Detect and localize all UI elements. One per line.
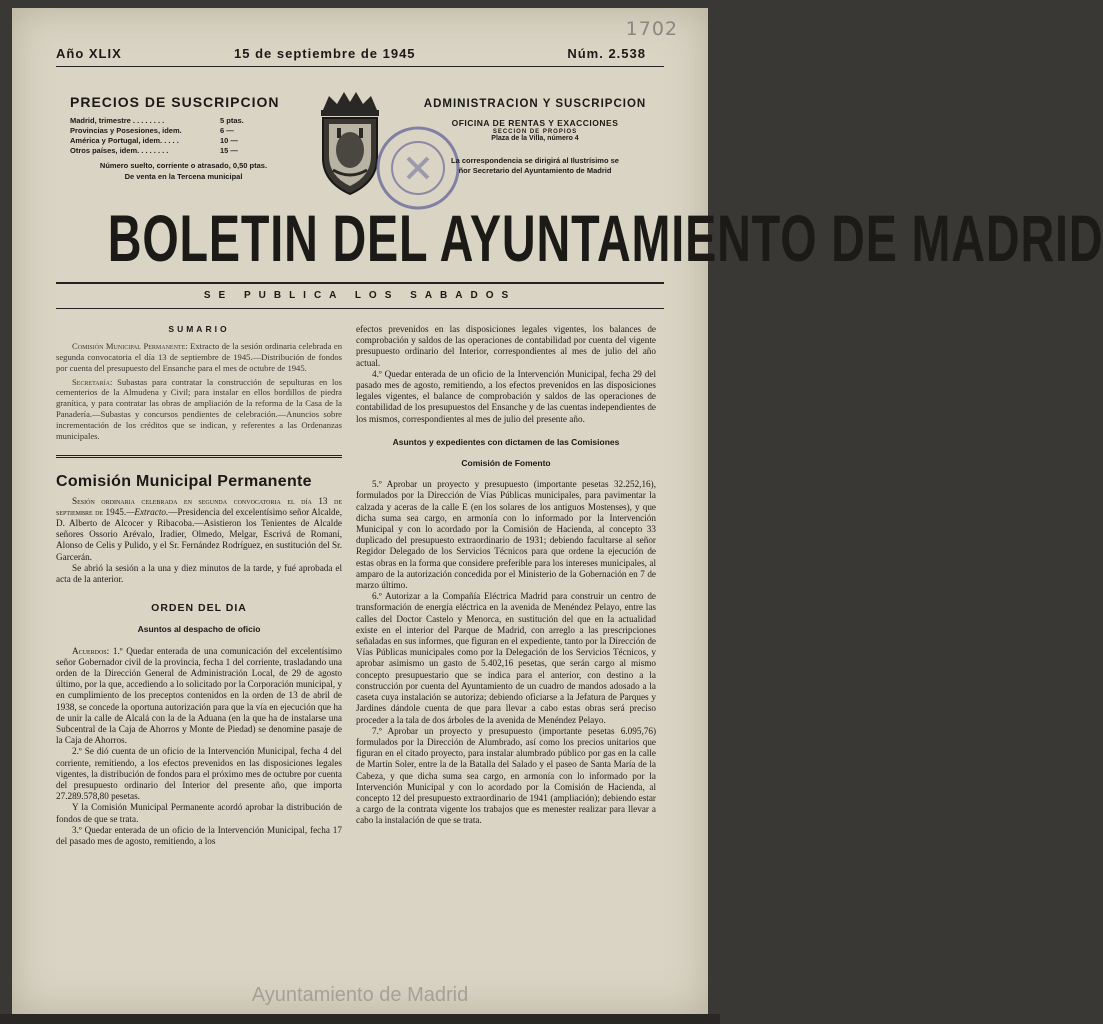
item-1: 1.º Quedar enterada de una comunicación del excelentísimo señor Gobernador civil de la provincia, fecha 1 del corriente, trasladando una orden de la Dirección General de Administración Local, de 29 de agosto último, por la que, accediendo a lo solicitado por la Corporación municipal, y en cumplimiento de los preceptos contenidos en la orden de 13 de abril de 1938, se concede la oportuna autorización para que la vía en ejecución que ha de unir la calle de Alcalá con la de la Aduana (en la que ha de instalarse una Subcentral de la Caja de Ahorros y Monte de Piedad) se denomine pasaje de la Caja de Ahorros. bbox=[56, 645, 343, 746]
order-title: ORDEN DEL DIA bbox=[151, 602, 247, 615]
admin-address: Plaza de la Villa, número 4 bbox=[491, 135, 579, 142]
summary-label-2: Secretaría: bbox=[72, 376, 113, 387]
published-note: SE PUBLICA LOS SABADOS bbox=[203, 290, 517, 301]
summary-rule bbox=[56, 455, 342, 458]
issue-date: 15 de septiembre de 1945 bbox=[234, 46, 416, 61]
session-presidency: —Presidencia del excelentísimo señor Alcalde, D. Alberto de Alcocer y Ribacoba.—Asistieron los Tenientes de Alcalde señores Ossorio Arévalo, Iradier, Olmedo, Melgar, Escrivá de Romaní, Alonso de Celis y Pulido, y el Sr. Fernández Rodríguez, en sustitución del Sr. Garcerán. bbox=[56, 506, 343, 562]
price-row: América y Portugal, idem. . . . . 10 — bbox=[70, 136, 238, 145]
admin-note-2: ñor Secretario del Ayuntamiento de Madrid bbox=[458, 166, 612, 175]
administration-block bbox=[410, 98, 660, 176]
header-rule bbox=[56, 66, 664, 67]
price-row: Provincias y Posesiones, idem. 6 — bbox=[70, 126, 234, 135]
item-5: 5.º Aprobar un proyecto y presupuesto (importante pesetas 32.252,16), formulados por la Dirección de Vías Públicas municipales, para pavimentar la calzada y aceras de la calle E (en los solares de los antiguos Mostenses), y que dicha suma sea cargo, en armonía con lo informado por la Intervención Municipal y con lo acordado por la Comisión de Hacienda, al concepto 33 duplicado del presupuesto extraordinario de 1931; debiendo facultarse al señor Regidor Delegado de los Servicios Técnicos para que ordene la ejecución de estas obras en la forma que considere preferible para los intereses municipales, al amparo de la autorización concedida por el Ministerio de la Gobernación en 7 de marzo último. bbox=[356, 479, 656, 591]
summary bbox=[56, 324, 342, 441]
masthead-rule-bottom bbox=[56, 308, 664, 309]
archive-watermark: Ayuntamiento de Madrid bbox=[251, 984, 469, 1006]
session-opening: Se abrió la sesión a la una y diez minutos de la tarde, y fué aprobada el acta de la anterior. bbox=[56, 562, 342, 584]
admin-section: SECCION DE PROPIOS bbox=[492, 129, 578, 135]
sale-note: De venta en la Tercena municipal bbox=[124, 172, 243, 181]
summary-text-2: Subastas para contratar la construcción de sepulturas en los cementerios de la Almudena y Civil; para instalar en ellos bordillos de piedra granítica, y para contratar las obras de ampliación de la reforma de la Casa de la Panadería.—Subastas y concursos pendientes de celebración.—Anuncios sobre incrementación de los créditos que se indican, y referentes a las Ordenanzas municipales. bbox=[56, 376, 342, 441]
commission-title: Comisión Municipal Permanente bbox=[56, 473, 312, 491]
single-issue-note: Número suelto, corriente o atrasado, 0,50 ptas. bbox=[99, 161, 268, 170]
admin-title: ADMINISTRACION Y SUSCRIPCION bbox=[423, 98, 647, 110]
item-3-continued: efectos prevenidos en las disposiciones legales vigentes, los balances de comprobación y saldos de las operaciones de contabilidad por cuenta del vigente presupuesto ordinario del Interior, correspondientes al mes de julio del año actual. bbox=[356, 324, 656, 368]
masthead-title: BOLETIN DEL AYUNTAMIENTO DE MADRID bbox=[107, 202, 1103, 276]
item-4: 4.º Quedar enterada de un oficio de la Intervención Municipal, fecha 29 del pasado mes de agosto, remitiendo, a los efectos prevenidos en las disposiciones legales vigentes, el balance de comprobación y saldos de las operaciones de contabilidad de los presupuestos del Ensanche y de las cuentas independientes de los mismos, correspondientes al mes de julio del presente año. bbox=[356, 368, 656, 424]
item-7: 7.º Aprobar un proyecto y presupuesto (importante pesetas 6.095,76) formulados por la Dirección de Alumbrado, así como los precios unitarios que figuran en el citado proyecto, para instalar alumbrado público por gas en la calle de Martín Soler, entre la de la Batalla del Salado y el paseo de Santa María de la Cabeza, y que dicha suma sea cargo, en armonía con lo informado por la Intervención Municipal y con lo acordado por la Comisión de Hacienda, al concepto 12 del presupuesto extraordinario de 1941 (ampliación); debiendo estar a cargo de la contrata vigente los trabajos que es menester realizar para llevar a cabo la instalación de que se trata. bbox=[356, 725, 656, 826]
page-edge bbox=[0, 1014, 720, 1024]
commissions-title: Asuntos y expedientes con dictamen de las Comisiones bbox=[392, 436, 620, 447]
item-2b: Y la Comisión Municipal Permanente acordó aprobar la distribución de fondos de que se trata. bbox=[56, 802, 342, 824]
session-caps: Sesión ordinaria celebrada en segunda convocatoria el día 13 de septiembre de 1945. bbox=[56, 495, 342, 517]
issue-number: Núm. 2.538 bbox=[567, 46, 646, 61]
newspaper-page bbox=[12, 8, 1103, 1014]
subscription-prices bbox=[56, 94, 311, 182]
summary-text-1: Extracto de la sesión ordinaria celebrada en segunda convocatoria el día 13 de septiembre de 1945.—Distribución de fondos por cuenta del presupuesto del Ensanche para el mes de octubre de 1945. bbox=[56, 341, 343, 373]
acuerdos-label: Acuerdos: bbox=[72, 645, 110, 656]
item-6: 6.º Autorizar a la Compañía Eléctrica Madrid para construir un centro de transformación de energía eléctrica en la avenida de Menéndez Pelayo, entre las calles del Doctor Castelo y Menorca, en sustitución del que en la actualidad existe en el interior del Parque de Madrid, con arreglo a las prescripciones señaladas en sus informes, que figuran en el expediente, tanto por la Dirección de Vías Públicas municipales como por la Delegación de los Servicios Técnicos, y aprobar asimismo un gasto de 5.402,16 pesetas, que serán cargo al mismo concepto presupuestario que se indica para el anterior, con destino a la construcción por cuenta del Ayuntamiento de un cuadro de mandos adosado a la caseta cuya instalación se autoriza; debiendo oficiarse a la Jefatura de Parques y Jardines dándole cuenta de que para llevar a cabo estas obras será preciso proceder a la tala de dos árboles de la avenida de Menéndez Pelayo. bbox=[356, 591, 656, 725]
handwritten-number: 1702 bbox=[625, 18, 678, 40]
admin-office: OFICINA DE RENTAS Y EXACCIONES bbox=[451, 118, 619, 128]
session-extract: —Extracto. bbox=[126, 506, 169, 517]
summary-label-1: Comisión Municipal Permanente: bbox=[72, 341, 188, 352]
price-row: Madrid, trimestre . . . . . . . . 5 ptas. bbox=[70, 116, 244, 125]
right-column bbox=[356, 324, 656, 827]
left-column bbox=[56, 324, 342, 847]
item-3: 3.º Quedar enterada de un oficio de la Intervención Municipal, fecha 17 del pasado mes de agosto, remitiendo, a los bbox=[56, 824, 342, 847]
item-2: 2.º Se dió cuenta de un oficio de la Intervención Municipal, fecha 4 del corriente, remitiendo, a los efectos prevenidos en las disposiciones legales vigentes, la distribución de fondos para el próximo mes de octubre por cuenta del presupuesto ordinario del Interior del presente año, que importa 27.289.578,80 pesetas. bbox=[56, 746, 342, 802]
masthead-rule-top bbox=[56, 282, 664, 284]
price-row: Otros países, idem. . . . . . . . 15 — bbox=[70, 146, 238, 155]
summary-title: SUMARIO bbox=[168, 324, 230, 334]
admin-note-1: La correspondencia se dirigirá al Ilustrísimo se bbox=[451, 156, 619, 165]
fomento-title: Comisión de Fomento bbox=[461, 458, 551, 469]
issue-year: Año XLIX bbox=[56, 46, 122, 61]
order-subtitle: Asuntos al despacho de oficio bbox=[137, 624, 261, 635]
prices-title: PRECIOS DE SUSCRIPCION bbox=[70, 94, 280, 110]
